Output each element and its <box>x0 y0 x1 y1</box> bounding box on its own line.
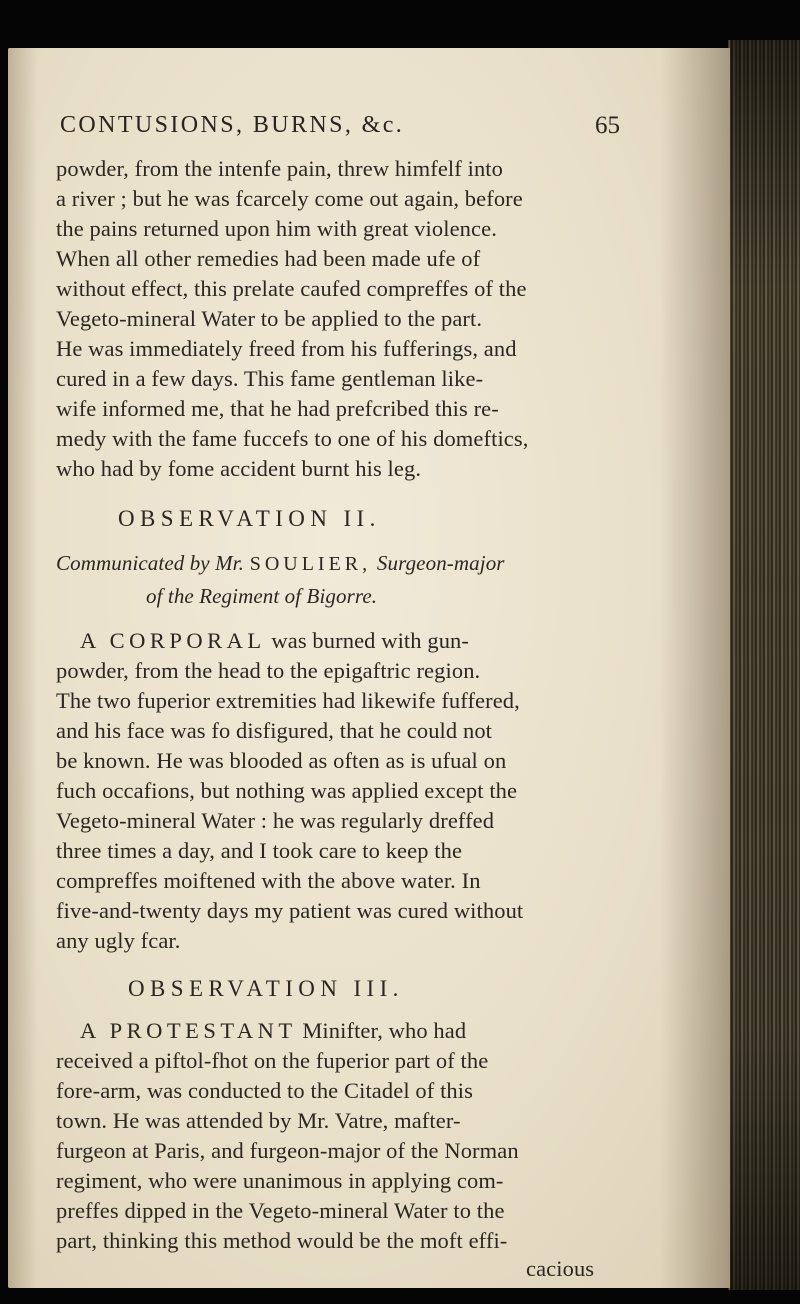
observation-3-heading: OBSERVATION III. <box>128 976 404 1001</box>
paragraph-line: any ugly fcar. <box>56 928 181 953</box>
drop-word: A CORPORAL <box>80 628 266 653</box>
paragraph-line: medy with the fame fuccefs to one of his domeftics, <box>56 426 529 451</box>
surgeon-title: Surgeon-major <box>376 551 505 575</box>
communicated-by-line <box>56 550 505 576</box>
paragraph-line: powder, from the intenfe pain, threw himfelf into <box>56 156 503 181</box>
paragraph-line: furgeon at Paris, and furgeon-major of the Norman <box>56 1138 519 1163</box>
page-number: 65 <box>595 112 620 139</box>
paragraph-line: A PROTESTANT Minifter, who had <box>80 1018 467 1043</box>
paragraph-line: cured in a few days. This fame gentleman like- <box>56 366 484 391</box>
catchword: cacious <box>526 1256 595 1281</box>
running-header <box>60 112 620 144</box>
paragraph-line: town. He was attended by Mr. Vatre, mafter- <box>56 1108 461 1133</box>
paragraph-line: and his face was fo disfigured, that he could not <box>56 718 493 743</box>
paragraph-line: five-and-twenty days my patient was cured without <box>56 898 524 923</box>
running-header-title: CONTUSIONS, BURNS, &c. <box>60 112 405 138</box>
paragraph-line: part, thinking this method would be the moft effi- <box>56 1228 508 1253</box>
paragraph-line: received a piftol-fhot on the fuperior part of the <box>56 1048 489 1073</box>
paragraph-line: Vegeto-mineral Water : he was regularly dreffed <box>56 808 495 833</box>
observation-2-heading: OBSERVATION II. <box>118 506 381 531</box>
fore-edge-shadow <box>730 40 800 1290</box>
communicated-prefix: Communicated by Mr. <box>56 551 244 575</box>
paragraph-line: a river ; but he was fcarcely come out again, before <box>56 186 523 211</box>
paragraph-line: powder, from the head to the epigaftric region. <box>56 658 481 683</box>
paragraph-line: be known. He was blooded as often as is ufual on <box>56 748 507 773</box>
paragraph-line: Vegeto-mineral Water to be applied to the part. <box>56 306 483 331</box>
paragraph-line: When all other remedies had been made ufe of <box>56 246 481 271</box>
paragraph-line: wife informed me, that he had prefcribed this re- <box>56 396 499 421</box>
paragraph-line: the pains returned upon him with great violence. <box>56 216 497 241</box>
paragraph-line: preffes dipped in the Vegeto-mineral Water to the <box>56 1198 505 1223</box>
paragraph-line: compreffes moiftened with the above water. In <box>56 868 481 893</box>
regiment-line: of the Regiment of Bigorre. <box>146 584 378 608</box>
drop-word: A PROTESTANT <box>80 1018 297 1043</box>
paragraph-line: He was immediately freed from his fufferings, and <box>56 336 517 361</box>
paragraph-line: three times a day, and I took care to keep the <box>56 838 463 863</box>
surgeon-name: SOULIER, <box>249 553 372 575</box>
paragraph-line: without effect, this prelate caufed compreffes of the <box>56 276 527 301</box>
paragraph-line: fore-arm, was conducted to the Citadel of this <box>56 1078 473 1103</box>
paragraph-line: The two fuperior extremities had likewife fuffered, <box>56 688 520 713</box>
paragraph-line: regiment, who were unanimous in applying com- <box>56 1168 504 1193</box>
paragraph-line: fuch occafions, but nothing was applied except the <box>56 778 518 803</box>
paragraph-line: A CORPORAL was burned with gun- <box>80 628 469 653</box>
paragraph-line: who had by fome accident burnt his leg. <box>56 456 422 481</box>
